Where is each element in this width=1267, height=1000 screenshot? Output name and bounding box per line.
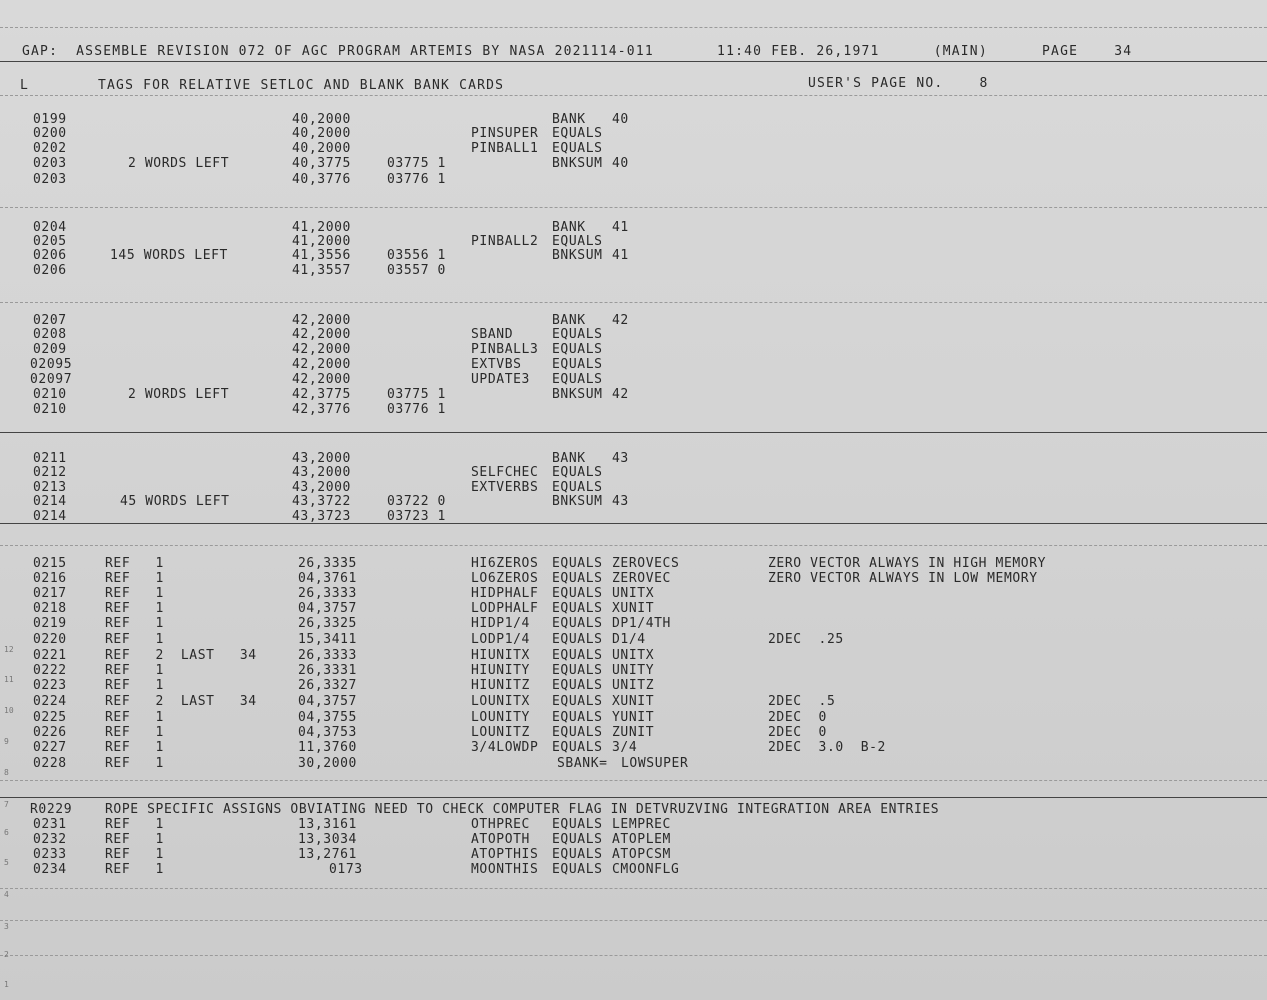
section-divider — [0, 797, 1267, 798]
octal-word: 03775 1 — [387, 387, 446, 402]
line-number: 0220 — [33, 632, 67, 647]
address: 43,2000 — [292, 451, 351, 466]
address: 41,2000 — [292, 234, 351, 249]
octal-word: 03556 1 — [387, 248, 446, 263]
line-number: 0210 — [33, 402, 67, 417]
symbol-tag: LODPHALF — [471, 601, 539, 616]
line-number: 0234 — [33, 862, 67, 877]
opcode: BANK — [552, 451, 586, 466]
operand: LOWSUPER — [621, 756, 689, 771]
line-number: 0228 — [33, 756, 67, 771]
form-rule — [0, 95, 1267, 96]
line-number: 0204 — [33, 220, 67, 235]
opcode: EQUALS — [552, 847, 603, 862]
line-number: 0203 — [33, 156, 67, 171]
line-number: 0205 — [33, 234, 67, 249]
symbol-tag: LODP1/4 — [471, 632, 530, 647]
margin-mark: 11 — [4, 675, 14, 684]
operand: CMOONFLG — [612, 862, 680, 877]
octal-word: 03722 0 — [387, 494, 446, 509]
operand: 40 — [612, 112, 629, 127]
line-number: 0223 — [33, 678, 67, 693]
opcode: EQUALS — [552, 342, 603, 357]
annotation: ROPE SPECIFIC ASSIGNS OBVIATING NEED TO CHECK COMPUTER FLAG IN DETVRUZVING INTEGRATION AREA ENTRIES — [105, 802, 940, 817]
address: 41,3557 — [292, 263, 351, 278]
operand: UNITY — [612, 663, 655, 678]
opcode: EQUALS — [552, 817, 603, 832]
address: 41,3556 — [292, 248, 351, 263]
symbol-tag: HIUNITX — [471, 648, 530, 663]
opcode: EQUALS — [552, 648, 603, 663]
line-number: 0225 — [33, 710, 67, 725]
opcode: EQUALS — [552, 141, 603, 156]
opcode: EQUALS — [552, 694, 603, 709]
operand: UNITZ — [612, 678, 655, 693]
comment: ZERO VECTOR ALWAYS IN HIGH MEMORY — [768, 556, 1047, 571]
address: 42,3775 — [292, 387, 351, 402]
annotation: REF 1 — [105, 725, 164, 740]
symbol-tag: PINBALL1 — [471, 141, 539, 156]
symbol-tag: HIDPHALF — [471, 586, 539, 601]
address: 04,3755 — [298, 710, 357, 725]
address: 40,3775 — [292, 156, 351, 171]
line-number: 0211 — [33, 451, 67, 466]
opcode: EQUALS — [552, 372, 603, 387]
comment: 2DEC 3.0 B-2 — [768, 740, 886, 755]
symbol-tag: UPDATE3 — [471, 372, 530, 387]
symbol-tag: LO6ZEROS — [471, 571, 539, 586]
address: 26,3333 — [298, 586, 357, 601]
symbol-tag: HIDP1/4 — [471, 616, 530, 631]
opcode: BNKSUM — [552, 494, 603, 509]
operand: 41 — [612, 248, 629, 263]
symbol-tag: ATOPTHIS — [471, 847, 539, 862]
address: 43,2000 — [292, 480, 351, 495]
opcode: BNKSUM — [552, 248, 603, 263]
section-title: TAGS FOR RELATIVE SETLOC AND BLANK BANK CARDS — [98, 78, 505, 93]
line-number: 02095 — [30, 357, 73, 372]
line-number: 0224 — [33, 694, 67, 709]
line-number: 0206 — [33, 263, 67, 278]
line-number: 02097 — [30, 372, 73, 387]
annotation: REF 2 LAST 34 — [105, 648, 257, 663]
address: 41,2000 — [292, 220, 351, 235]
header-underline — [0, 61, 1267, 62]
line-number: 0215 — [33, 556, 67, 571]
line-number: 0216 — [33, 571, 67, 586]
address: 26,3327 — [298, 678, 357, 693]
annotation: REF 1 — [105, 740, 164, 755]
margin-mark: 6 — [4, 828, 9, 837]
form-rule — [0, 302, 1267, 303]
opcode: EQUALS — [552, 465, 603, 480]
line-number: 0207 — [33, 313, 67, 328]
operand: ZEROVECS — [612, 556, 680, 571]
operand: D1/4 — [612, 632, 646, 647]
annotation: REF 1 — [105, 616, 164, 631]
section-divider — [0, 432, 1267, 433]
octal-word: 03776 1 — [387, 402, 446, 417]
line-number: 0217 — [33, 586, 67, 601]
octal-word: 03557 0 — [387, 263, 446, 278]
form-rule — [0, 545, 1267, 546]
line-number: 0212 — [33, 465, 67, 480]
form-rule — [0, 207, 1267, 208]
listing-header: GAP: ASSEMBLE REVISION 072 OF AGC PROGRAM ARTEMIS BY NASA 2021114-011 11:40 FEB. 26,1971 (MAIN) PAGE 34 — [22, 44, 1133, 59]
line-number: 0232 — [33, 832, 67, 847]
line-number: 0199 — [33, 112, 67, 127]
opcode: BANK — [552, 220, 586, 235]
annotation: 2 WORDS LEFT — [128, 387, 230, 402]
symbol-tag: SBAND — [471, 327, 514, 342]
symbol-tag: PINBALL3 — [471, 342, 539, 357]
address: 43,3723 — [292, 509, 351, 524]
opcode: EQUALS — [552, 357, 603, 372]
annotation: REF 2 LAST 34 — [105, 694, 257, 709]
address: 13,3034 — [298, 832, 357, 847]
form-rule — [0, 27, 1267, 28]
address: 40,2000 — [292, 126, 351, 141]
form-rule — [0, 955, 1267, 956]
operand: ATOPCSM — [612, 847, 671, 862]
line-number: R0229 — [30, 802, 73, 817]
margin-mark: 7 — [4, 800, 9, 809]
address: 42,2000 — [292, 313, 351, 328]
symbol-tag: LOUNITZ — [471, 725, 530, 740]
address: 40,3776 — [292, 172, 351, 187]
address: 26,3325 — [298, 616, 357, 631]
opcode: EQUALS — [552, 725, 603, 740]
line-number: 0214 — [33, 509, 67, 524]
opcode: EQUALS — [552, 126, 603, 141]
operand: YUNIT — [612, 710, 655, 725]
annotation: REF 1 — [105, 632, 164, 647]
annotation: 45 WORDS LEFT — [120, 494, 230, 509]
opcode: EQUALS — [552, 480, 603, 495]
opcode: SBANK= — [557, 756, 608, 771]
address: 40,2000 — [292, 112, 351, 127]
opcode: BNKSUM — [552, 156, 603, 171]
comment: 2DEC 0 — [768, 725, 827, 740]
opcode: EQUALS — [552, 632, 603, 647]
comment: 2DEC .5 — [768, 694, 836, 709]
comment: 2DEC 0 — [768, 710, 827, 725]
operand: ZUNIT — [612, 725, 655, 740]
octal-word: 03776 1 — [387, 172, 446, 187]
section-number: L — [20, 78, 30, 93]
opcode: BNKSUM — [552, 387, 603, 402]
symbol-tag: SELFCHEC — [471, 465, 539, 480]
operand: XUNIT — [612, 601, 655, 616]
annotation: REF 1 — [105, 601, 164, 616]
opcode: EQUALS — [552, 740, 603, 755]
margin-mark: 9 — [4, 737, 9, 746]
annotation: 145 WORDS LEFT — [110, 248, 228, 263]
line-number: 0222 — [33, 663, 67, 678]
operand: DP1/4TH — [612, 616, 671, 631]
octal-word: 03723 1 — [387, 509, 446, 524]
address: 04,3757 — [298, 694, 357, 709]
operand: 3/4 — [612, 740, 638, 755]
symbol-tag: PINSUPER — [471, 126, 539, 141]
symbol-tag: HIUNITY — [471, 663, 530, 678]
operand: LEMPREC — [612, 817, 671, 832]
line-number: 0208 — [33, 327, 67, 342]
line-number: 0221 — [33, 648, 67, 663]
opcode: BANK — [552, 112, 586, 127]
address: 42,2000 — [292, 327, 351, 342]
margin-mark: 4 — [4, 890, 9, 899]
opcode: EQUALS — [552, 327, 603, 342]
operand: ZEROVEC — [612, 571, 671, 586]
opcode: EQUALS — [552, 586, 603, 601]
symbol-tag: LOUNITY — [471, 710, 530, 725]
annotation: REF 1 — [105, 832, 164, 847]
margin-mark: 10 — [4, 706, 14, 715]
symbol-tag: EXTVERBS — [471, 480, 539, 495]
address: 42,2000 — [292, 372, 351, 387]
operand: 40 — [612, 156, 629, 171]
line-number: 0209 — [33, 342, 67, 357]
margin-mark: 2 — [4, 950, 9, 959]
symbol-tag: 3/4LOWDP — [471, 740, 539, 755]
symbol-tag: ATOPOTH — [471, 832, 530, 847]
octal-word: 03775 1 — [387, 156, 446, 171]
operand: XUNIT — [612, 694, 655, 709]
opcode: EQUALS — [552, 663, 603, 678]
opcode: BANK — [552, 313, 586, 328]
operand: UNITX — [612, 586, 655, 601]
line-number: 0213 — [33, 480, 67, 495]
address: 15,3411 — [298, 632, 357, 647]
line-number: 0214 — [33, 494, 67, 509]
users-page-number: USER'S PAGE NO. 8 — [808, 76, 989, 91]
line-number: 0202 — [33, 141, 67, 156]
operand: 42 — [612, 313, 629, 328]
margin-mark: 1 — [4, 980, 9, 989]
symbol-tag: HI6ZEROS — [471, 556, 539, 571]
opcode: EQUALS — [552, 678, 603, 693]
line-number: 0203 — [33, 172, 67, 187]
address: 42,2000 — [292, 342, 351, 357]
symbol-tag: HIUNITZ — [471, 678, 530, 693]
opcode: EQUALS — [552, 556, 603, 571]
operand: 41 — [612, 220, 629, 235]
form-rule — [0, 920, 1267, 921]
annotation: REF 1 — [105, 710, 164, 725]
margin-mark: 3 — [4, 922, 9, 931]
address: 13,2761 — [298, 847, 357, 862]
address: 42,3776 — [292, 402, 351, 417]
annotation: REF 1 — [105, 571, 164, 586]
symbol-tag: OTHPREC — [471, 817, 530, 832]
address: 40,2000 — [292, 141, 351, 156]
address: 11,3760 — [298, 740, 357, 755]
address: 43,3722 — [292, 494, 351, 509]
symbol-tag: EXTVBS — [471, 357, 522, 372]
opcode: EQUALS — [552, 616, 603, 631]
symbol-tag: MOONTHIS — [471, 862, 539, 877]
address: 26,3333 — [298, 648, 357, 663]
operand: UNITX — [612, 648, 655, 663]
margin-mark: 8 — [4, 768, 9, 777]
line-number: 0218 — [33, 601, 67, 616]
annotation: REF 1 — [105, 586, 164, 601]
address: 04,3753 — [298, 725, 357, 740]
margin-mark: 5 — [4, 858, 9, 867]
line-number: 0233 — [33, 847, 67, 862]
annotation: 2 WORDS LEFT — [128, 156, 230, 171]
annotation: REF 1 — [105, 663, 164, 678]
address: 04,3761 — [298, 571, 357, 586]
address: 43,2000 — [292, 465, 351, 480]
opcode: EQUALS — [552, 710, 603, 725]
opcode: EQUALS — [552, 832, 603, 847]
address: 04,3757 — [298, 601, 357, 616]
operand: 43 — [612, 451, 629, 466]
annotation: REF 1 — [105, 756, 164, 771]
annotation: REF 1 — [105, 817, 164, 832]
line-number: 0210 — [33, 387, 67, 402]
line-number: 0206 — [33, 248, 67, 263]
annotation: REF 1 — [105, 847, 164, 862]
comment: ZERO VECTOR ALWAYS IN LOW MEMORY — [768, 571, 1038, 586]
line-number: 0200 — [33, 126, 67, 141]
opcode: EQUALS — [552, 862, 603, 877]
symbol-tag: PINBALL2 — [471, 234, 539, 249]
form-rule — [0, 888, 1267, 889]
address: 26,3335 — [298, 556, 357, 571]
address: 26,3331 — [298, 663, 357, 678]
comment: 2DEC .25 — [768, 632, 844, 647]
line-number: 0219 — [33, 616, 67, 631]
opcode: EQUALS — [552, 601, 603, 616]
operand: ATOPLEM — [612, 832, 671, 847]
annotation: REF 1 — [105, 556, 164, 571]
operand: 42 — [612, 387, 629, 402]
form-rule — [0, 780, 1267, 781]
line-number: 0231 — [33, 817, 67, 832]
address: 0173 — [329, 862, 363, 877]
symbol-tag: LOUNITX — [471, 694, 530, 709]
line-number: 0227 — [33, 740, 67, 755]
opcode: EQUALS — [552, 571, 603, 586]
line-number: 0226 — [33, 725, 67, 740]
address: 13,3161 — [298, 817, 357, 832]
address: 42,2000 — [292, 357, 351, 372]
margin-mark: 12 — [4, 645, 14, 654]
section-divider — [0, 523, 1267, 524]
opcode: EQUALS — [552, 234, 603, 249]
address: 30,2000 — [298, 756, 357, 771]
annotation: REF 1 — [105, 678, 164, 693]
annotation: REF 1 — [105, 862, 164, 877]
operand: 43 — [612, 494, 629, 509]
